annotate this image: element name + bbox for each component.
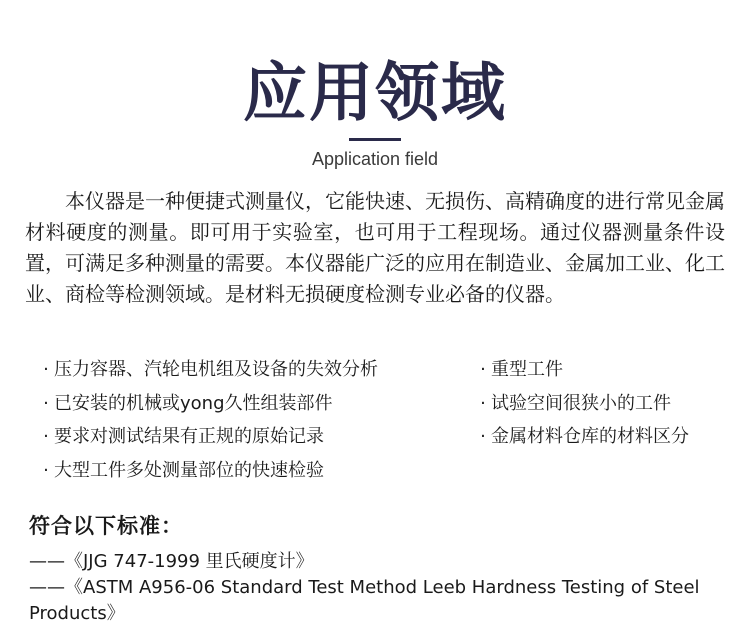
standards-list <box>29 549 729 627</box>
applications-list <box>40 356 730 492</box>
application-label: 压力容器、汽轮电机组及设备的失效分析 <box>54 359 378 380</box>
application-label: 已安装的机械或yong久性组装部件 <box>54 393 333 414</box>
bullet-icon: · <box>480 393 486 414</box>
intro-paragraph: 本仪器是一种便捷式测量仪，它能快速、无损伤、高精确度的进行常见金属材料硬度的测量。即可用于实验室，也可用于工程现场。通过仪器测量条件设置，可满足多种测量的需要。本仪器能广泛的应用在制造业、金属加工业、化工业、商检等检测领域。是材料无损硬度检测专业必备的仪器。 <box>25 189 725 306</box>
standard-item: ——《ASTM A956-06 Standard Test Method Leeb Hardness Testing of Steel Products》 <box>29 577 700 624</box>
application-item <box>477 358 563 382</box>
application-label: 金属材料仓库的材料区分 <box>491 426 689 447</box>
application-item <box>40 392 333 416</box>
page-subtitle: Application field <box>311 149 439 169</box>
application-label: 重型工件 <box>491 359 563 380</box>
application-label: 试验空间很狭小的工件 <box>491 393 671 414</box>
application-label: 大型工件多处测量部位的快速检验 <box>54 460 324 481</box>
bullet-icon: · <box>480 426 486 447</box>
bullet-icon: · <box>43 426 49 447</box>
application-item <box>477 425 689 449</box>
application-item <box>40 459 324 483</box>
application-label: 要求对测试结果有正规的原始记录 <box>54 426 324 447</box>
bullet-icon: · <box>43 460 49 481</box>
bullet-icon: · <box>43 359 49 380</box>
bullet-icon: · <box>43 393 49 414</box>
bullet-icon: · <box>480 359 486 380</box>
standards-heading: 符合以下标准： <box>29 514 183 538</box>
application-item <box>40 358 378 382</box>
standard-item: ——《JJG 747-1999 里氏硬度计》 <box>29 551 314 572</box>
page-title: 应用领域 <box>243 57 507 131</box>
application-item <box>40 425 324 449</box>
title-underline <box>349 138 401 141</box>
application-item <box>477 392 671 416</box>
